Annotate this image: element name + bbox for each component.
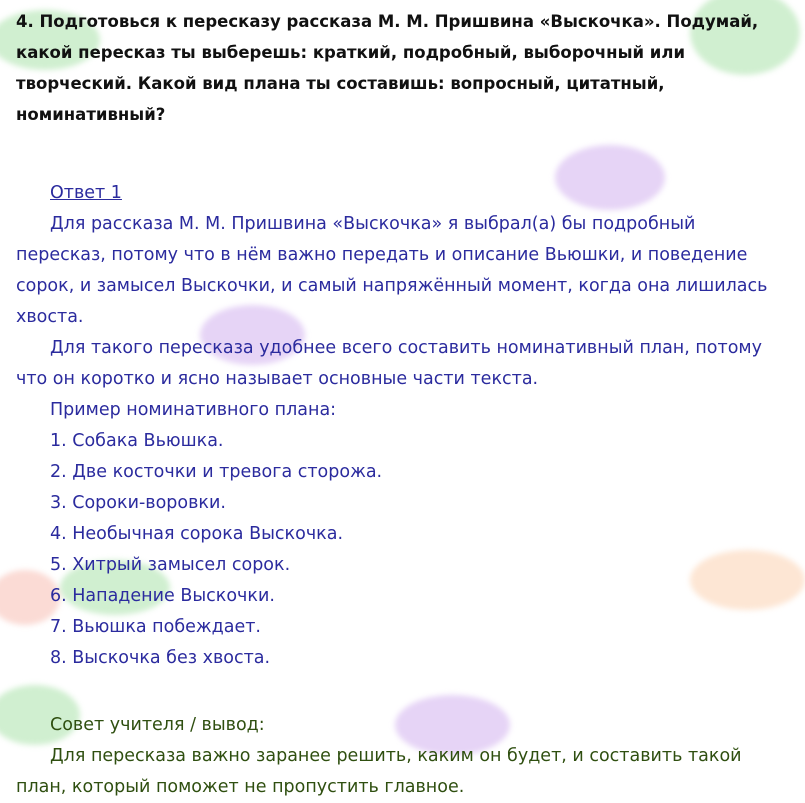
plan-list xyxy=(16,426,784,674)
plan-item: 5. Хитрый замысел сорок. xyxy=(50,555,291,575)
plan-item: 4. Необычная сорока Выскочка. xyxy=(50,524,344,544)
advice-title: Совет учителя / вывод: xyxy=(50,715,265,735)
plan-item: 8. Выскочка без хвоста. xyxy=(50,648,271,668)
plan-item: 7. Вьюшка побеждает. xyxy=(50,617,261,637)
answer-heading[interactable]: Ответ 1 xyxy=(50,183,122,203)
plan-item: 1. Собака Вьюшка. xyxy=(50,431,224,451)
answer-paragraph-2: Для такого пересказа удобнее всего составить номинативный план, потому что он коротко и ясно называет основные части текста. xyxy=(16,338,762,389)
plan-item: 2. Две косточки и тревога сторожа. xyxy=(50,462,383,482)
question-text: 4. Подготовься к пересказу рассказа М. М. Пришвина «Выскочка». Подумай, какой пересказ ты выберешь: краткий, подробный, выборочный или творческий. Какой вид плана ты составишь: вопросный, цитатный, номинативный? xyxy=(16,12,759,124)
answer-paragraph-1: Для рассказа М. М. Пришвина «Выскочка» я выбрал(а) бы подробный пересказ, потому что в нём важно передать и описание Вьюшки, и поведение сорок, и замысел Выскочки, и самый напряжённый момент, когда она лишилась хвоста. xyxy=(16,214,768,327)
plan-item: 3. Сороки-воровки. xyxy=(50,493,226,513)
plan-title: Пример номинативного плана: xyxy=(50,400,337,420)
advice-text: Для пересказа важно заранее решить, каким он будет, и составить такой план, который поможет не пропустить главное. xyxy=(16,746,742,797)
plan-item: 6. Нападение Выскочки. xyxy=(50,586,275,606)
